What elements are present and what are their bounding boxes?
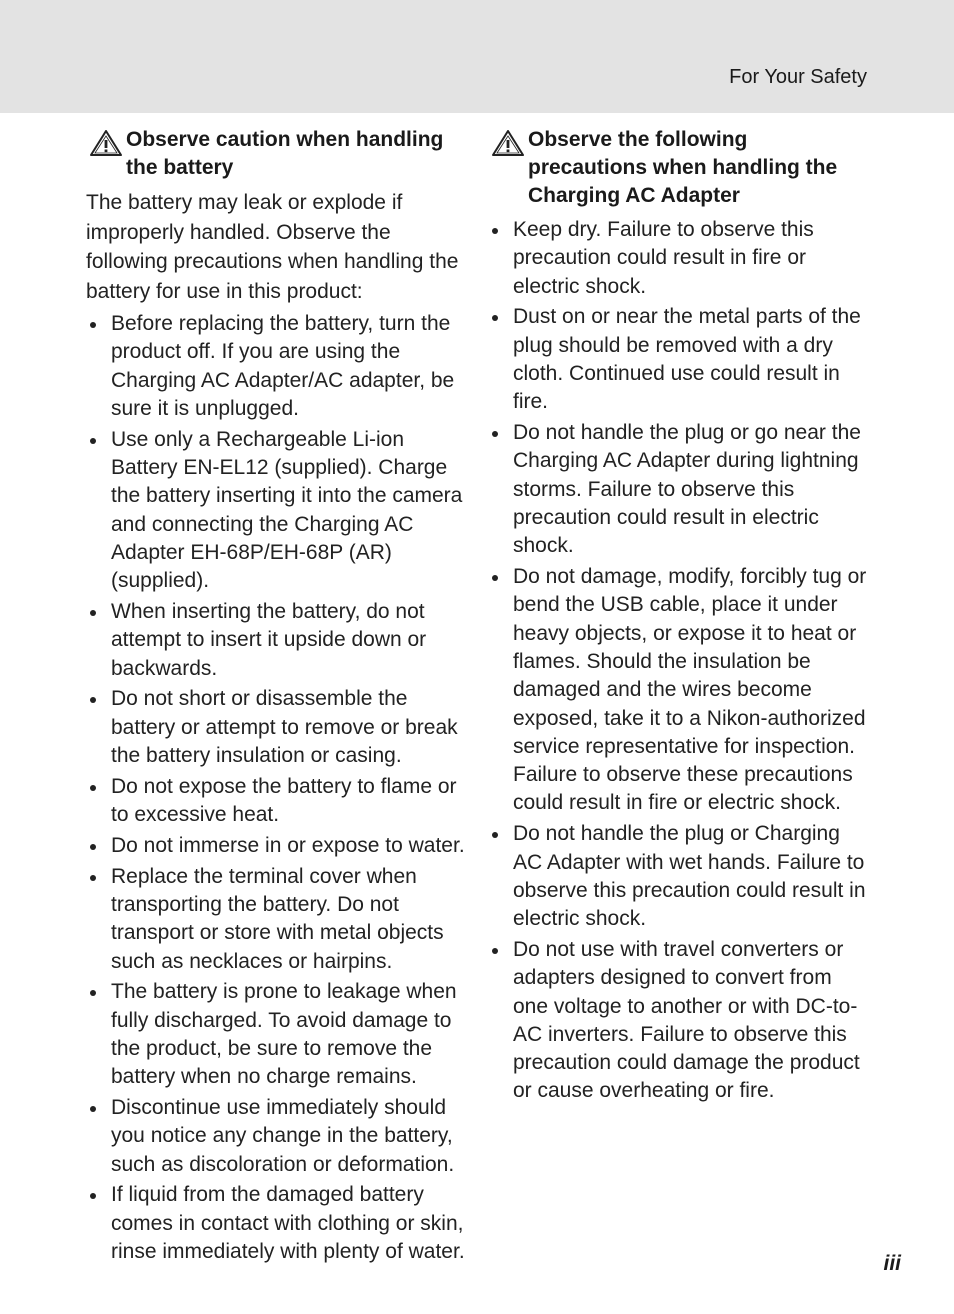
list-item: Before replacing the battery, turn the product off. If you are using the Charging AC Adapter/AC adapter, be sure it is unplugged. [86,310,468,423]
list-item: Do not expose the battery to flame or to excessive heat. [86,773,468,830]
right-heading: Observe the following precautions when handling the Charging AC Adapter [528,128,838,207]
left-heading-row [86,126,468,182]
list-item: Discontinue use immediately should you notice any change in the battery, such as discoloration or deformation. [86,1094,468,1179]
list-item: Do not damage, modify, forcibly tug or bend the USB cable, place it under heavy objects, or expose it to heat or flames. Should the insulation be damaged and the wires become exposed, take it to a Nikon-authorized service representative for inspection. Failure to observe these precautions could result in fire or electric shock. [488,563,870,818]
list-item: If liquid from the damaged battery comes in contact with clothing or skin, rinse immediately with plenty of water. [86,1181,468,1266]
list-item: Do not immerse in or expose to water. [86,832,468,860]
page-number: iii [883,1252,901,1275]
right-column [488,126,870,1108]
list-item: Keep dry. Failure to observe this precaution could result in fire or electric shock. [488,216,870,301]
list-item: The battery is prone to leakage when fully discharged. To avoid damage to the product, be sure to remove the battery when no charge remains. [86,978,468,1091]
left-bullet-list [86,310,468,1266]
list-item: Do not use with travel converters or adapters designed to convert from one voltage to another or with DC-to-AC inverters. Failure to observe this precaution could damage the product or cause overheating or fire. [488,936,870,1106]
left-column [86,126,468,1269]
left-intro: The battery may leak or explode if improperly handled. Observe the following precautions when handling the battery for use in this product: [86,191,459,303]
list-item: Replace the terminal cover when transporting the battery. Do not transport or store with metal objects such as necklaces or hairpins. [86,863,468,976]
section-title: For Your Safety [729,66,867,88]
list-item: Dust on or near the metal parts of the plug should be removed with a dry cloth. Continued use could result in fire. [488,303,870,416]
list-item: When inserting the battery, do not attempt to insert it upside down or backwards. [86,598,468,683]
warning-triangle-icon [86,129,126,157]
left-heading: Observe caution when handling the battery [126,128,444,179]
right-bullet-list [488,216,870,1106]
list-item: Do not short or disassemble the battery or attempt to remove or break the battery insulation or casing. [86,685,468,770]
list-item: Use only a Rechargeable Li-ion Battery EN-EL12 (supplied). Charge the battery inserting it into the camera and connecting the Charging AC Adapter EH-68P/EH-68P (AR) (supplied). [86,426,468,596]
list-item: Do not handle the plug or go near the Charging AC Adapter during lightning storms. Failure to observe this precaution could result in electric shock. [488,419,870,560]
header-band [0,0,954,113]
list-item: Do not handle the plug or Charging AC Adapter with wet hands. Failure to observe this precaution could result in electric shock. [488,820,870,933]
right-heading-row [488,126,870,210]
warning-triangle-icon [488,129,528,157]
